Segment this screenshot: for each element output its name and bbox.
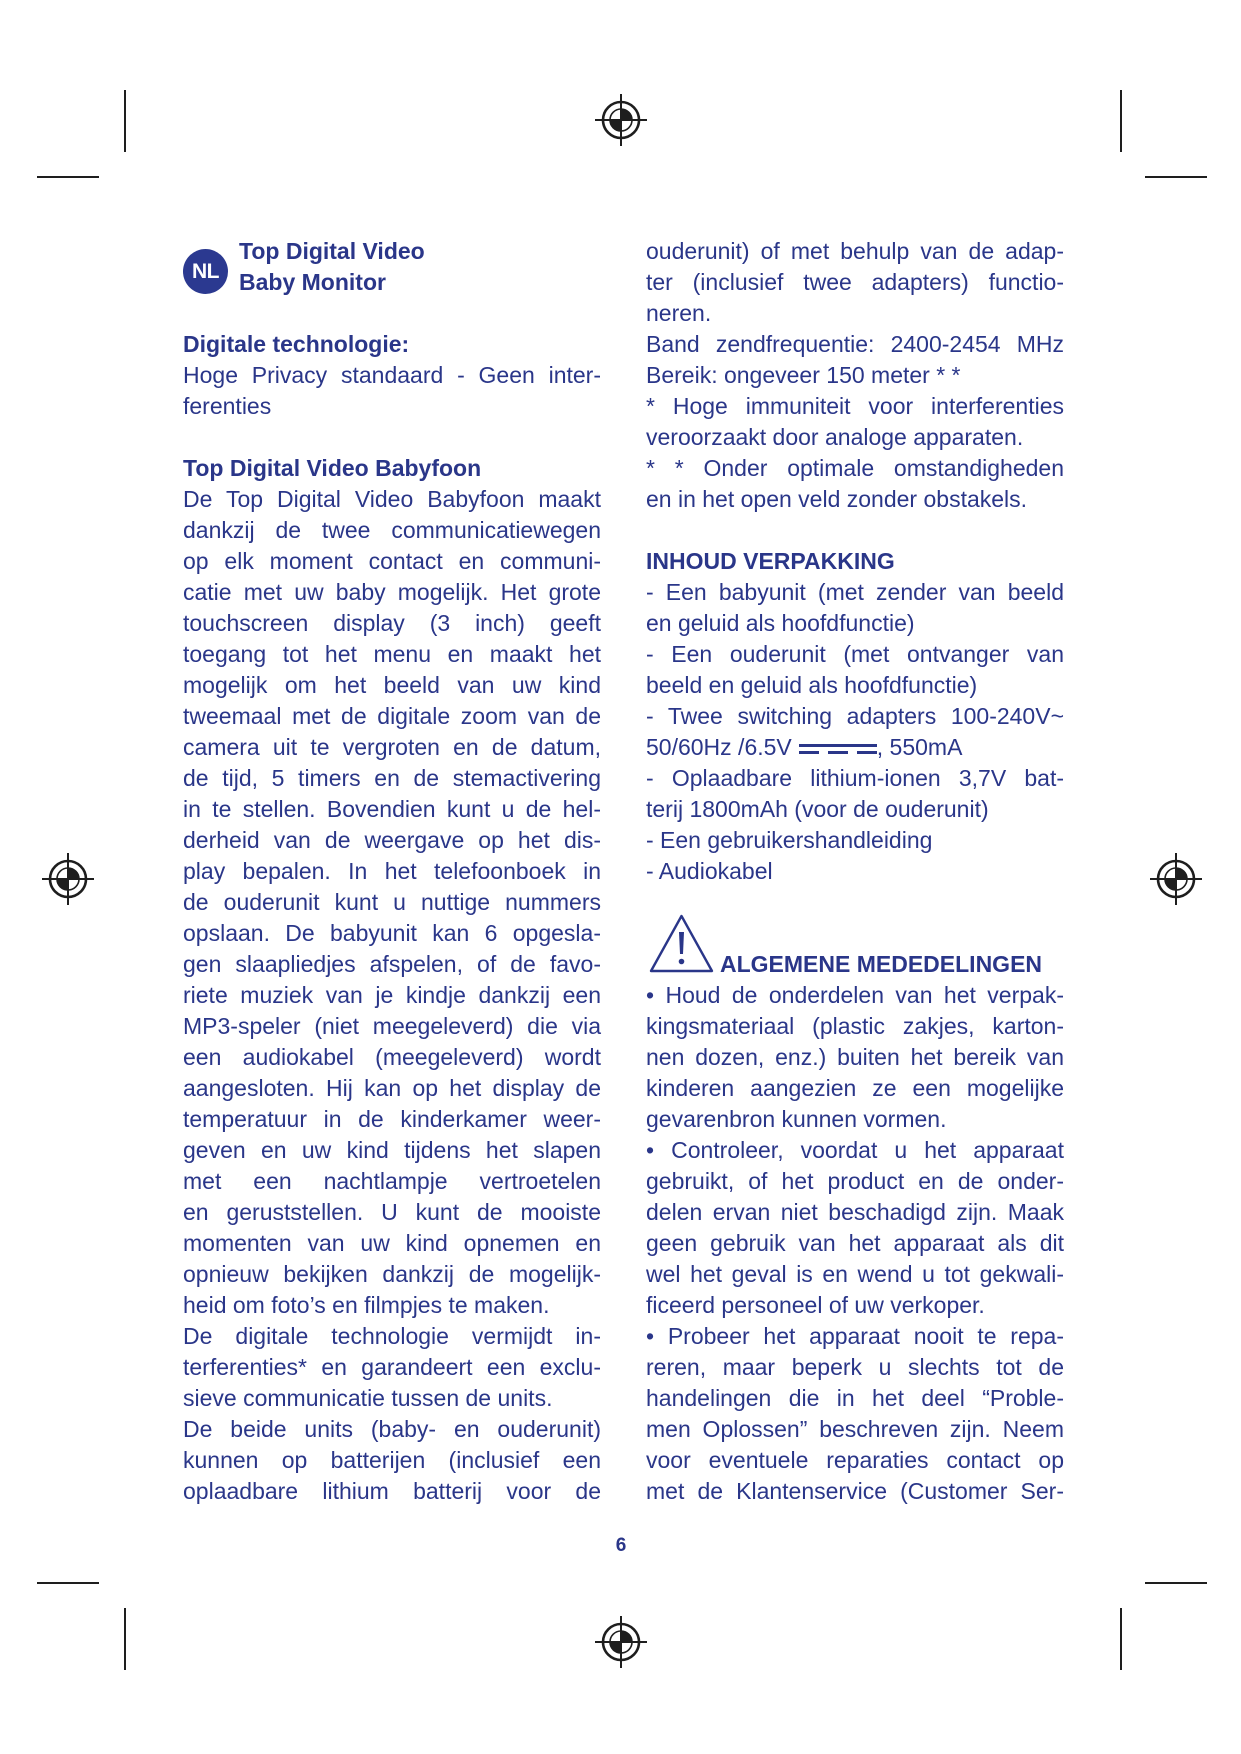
text-line: sieve communicatie tussen de units. — [183, 1385, 553, 1411]
text-line: ter (inclusief twee adapters) functio- — [646, 269, 1064, 295]
crop-mark — [1145, 1582, 1207, 1584]
text-line: toegang tot het menu en maakt het — [183, 641, 601, 667]
document-title-line-1: Top Digital Video — [239, 238, 425, 264]
crop-mark — [1145, 176, 1207, 178]
text-line: riete muziek van je kindje dankzij een — [183, 982, 601, 1008]
text-line: heid om foto’s en filmpjes te maken. — [183, 1292, 550, 1318]
text-line: MP3-speler (niet meegeleverd) die via — [183, 1013, 601, 1039]
dc-symbol-icon — [799, 742, 877, 756]
registration-mark-icon — [594, 1615, 648, 1669]
text-line: De Top Digital Video Babyfoon maakt — [183, 486, 601, 512]
notice-line: wel het geval is en wend u tot gekwali- — [646, 1261, 1064, 1287]
notice-line: voor eventuele reparaties contact op — [646, 1447, 1064, 1473]
registration-mark-icon — [1149, 852, 1203, 906]
text-line: een audiokabel (meegeleverd) wordt — [183, 1044, 601, 1070]
text-line: De digitale technologie vermijdt in- — [183, 1323, 601, 1349]
document-title-line-2: Baby Monitor — [239, 269, 386, 295]
package-item-line: - Oplaadbare lithium-ionen 3,7V bat- — [646, 765, 1064, 791]
text-line: aangesloten. Hij kan op het display de — [183, 1075, 601, 1101]
warning-triangle-icon — [648, 913, 715, 974]
notice-line: gevarenbron kunnen vormen. — [646, 1106, 947, 1132]
package-item-line: en geluid als hoofdfunctie) — [646, 610, 915, 636]
text-line: oplaadbare lithium batterij voor de — [183, 1478, 601, 1504]
notice-line: kingsmateriaal (plastic zakjes, karton- — [646, 1013, 1064, 1039]
text-line: dankzij de twee communicatiewegen — [183, 517, 601, 543]
package-item-line: - Een gebruikershandleiding — [646, 827, 933, 853]
text-line: catie met uw baby mogelijk. Het grote — [183, 579, 601, 605]
text-line: touchscreen display (3 inch) geeft — [183, 610, 601, 636]
notice-line: kinderen aangezien ze een mogelijke — [646, 1075, 1064, 1101]
babyfoon-heading: Top Digital Video Babyfoon — [183, 455, 482, 481]
spacer — [646, 515, 1064, 546]
footnote-line: veroorzaakt door analoge apparaten. — [646, 424, 1024, 450]
crop-mark — [37, 176, 99, 178]
crop-mark — [1120, 90, 1122, 152]
package-item-line: terij 1800mAh (voor de ouderunit) — [646, 796, 989, 822]
text-line: en geruststellen. U kunt de mooiste — [183, 1199, 601, 1225]
notice-line: gebruikt, of het product en de onder- — [646, 1168, 1064, 1194]
adapter-current-text: , 550mA — [876, 734, 963, 760]
package-item-line: - Een babyunit (met zender van beeld — [646, 579, 1064, 605]
text-line: terferenties* en garandeert een exclu- — [183, 1354, 601, 1380]
adapter-spec-text: 50/60Hz /6.5V — [646, 734, 792, 760]
text-line: Hoge Privacy standaard - Geen inter- — [183, 362, 601, 388]
notice-line: handelingen die in het deel “Proble- — [646, 1385, 1064, 1411]
left-column — [183, 236, 601, 1507]
registration-mark-icon — [41, 852, 95, 906]
text-line: kunnen op batterijen (inclusief een — [183, 1447, 601, 1473]
notice-line: nen dozen, enz.) buiten het bereik van — [646, 1044, 1064, 1070]
package-item-line: - Twee switching adapters 100-240V~ — [646, 703, 1064, 729]
nl-language-badge: NL — [183, 249, 228, 294]
spacer — [183, 422, 601, 453]
crop-mark — [1120, 1608, 1122, 1670]
registration-mark-icon — [594, 93, 648, 147]
text-line: momenten van uw kind opnemen en — [183, 1230, 601, 1256]
notice-line: men Oplossen” beschreven zijn. Neem — [646, 1416, 1064, 1442]
package-contents-heading: INHOUD VERPAKKING — [646, 548, 895, 574]
text-line: tweemaal met de digitale zoom van de — [183, 703, 601, 729]
text-line: opnieuw bekijken dankzij de mogelijk- — [183, 1261, 601, 1287]
text-line: neren. — [646, 300, 712, 326]
footnote-line: * * Onder optimale omstandigheden — [646, 455, 1064, 481]
crop-mark — [37, 1582, 99, 1584]
right-column — [646, 236, 1064, 1507]
text-line: met een nachtlampje vertroetelen — [183, 1168, 601, 1194]
text-line: gen slaapliedjes afspelen, of de favo- — [183, 951, 601, 977]
spec-line: Band zendfrequentie: 2400-2454 MHz — [646, 331, 1064, 357]
text-line: ferenties — [183, 393, 272, 419]
notice-line: reren, maar beperk u slechts tot de — [646, 1354, 1064, 1380]
digital-technology-heading: Digitale technologie: — [183, 331, 410, 357]
general-notices-heading: ALGEMENE MEDEDELINGEN — [720, 951, 1043, 977]
notice-line: delen ervan niet beschadigd zijn. Maak — [646, 1199, 1064, 1225]
text-line: camera uit te vergroten en de datum, — [183, 734, 601, 760]
notice-line: • Probeer het apparaat nooit te repa- — [646, 1323, 1064, 1349]
spec-line: Bereik: ongeveer 150 meter * * — [646, 362, 961, 388]
footnote-line: en in het open veld zonder obstakels. — [646, 486, 1028, 512]
text-line: ouderunit) of met behulp van de adap- — [646, 238, 1064, 264]
spacer — [183, 298, 601, 329]
text-line: opslaan. De babyunit kan 6 opgesla- — [183, 920, 601, 946]
text-line: play bepalen. In het telefoonboek in — [183, 858, 601, 884]
text-line: temperatuur in de kinderkamer weer- — [183, 1106, 601, 1132]
package-item-line: beeld en geluid als hoofdfunctie) — [646, 672, 978, 698]
text-line: De beide units (baby- en ouderunit) — [183, 1416, 601, 1442]
package-item-line: - Een ouderunit (met ontvanger van — [646, 641, 1064, 667]
crop-mark — [124, 1608, 126, 1670]
text-line: op elk moment contact en communi- — [183, 548, 601, 574]
package-item-line: - Audiokabel — [646, 858, 773, 884]
text-line: in te stellen. Bovendien kunt u de hel- — [183, 796, 601, 822]
text-line: de tijd, 5 timers en de stemactivering — [183, 765, 601, 791]
text-line: geven en uw kind tijdens het slapen — [183, 1137, 601, 1163]
notice-line: • Houd de onderdelen van het verpak- — [646, 982, 1064, 1008]
crop-mark — [124, 90, 126, 152]
text-line: de ouderunit kunt u nuttige nummers — [183, 889, 601, 915]
package-item-line — [646, 732, 1064, 763]
footnote-line: * Hoge immuniteit voor interferenties — [646, 393, 1064, 419]
notice-line: met de Klantenservice (Customer Ser- — [646, 1478, 1064, 1504]
notice-line: geen gebruik van het apparaat als dit — [646, 1230, 1064, 1256]
notice-line: ficeerd personeel of uw verkoper. — [646, 1292, 985, 1318]
text-line: derheid van de weergave op het dis- — [183, 827, 601, 853]
page-number: 6 — [615, 1535, 627, 1556]
notice-line: • Controleer, voordat u het apparaat — [646, 1137, 1064, 1163]
text-line: mogelijk om het beeld van uw kind — [183, 672, 601, 698]
